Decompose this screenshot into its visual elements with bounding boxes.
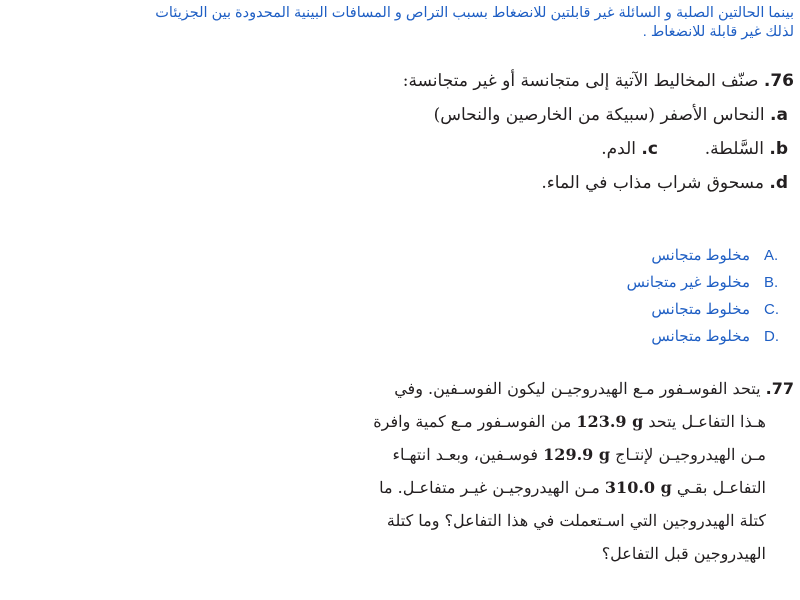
question-77: [274, 372, 794, 570]
answer-letter: A.: [764, 247, 779, 264]
answer-row: [534, 296, 794, 323]
question-number: 77.: [765, 379, 794, 398]
question-number: 76.: [763, 71, 794, 91]
answer-text: مخلوط متجانس: [651, 247, 750, 264]
item-text: الدم.: [601, 139, 637, 159]
question-text: التفاعـل بقـي: [676, 478, 766, 497]
question-prompt: صنّف المخاليط الآتية إلى متجانسة أو غير متجانسة:: [402, 71, 759, 91]
question-77-line-5: كتلة الهيدروجين التي اسـتعملت في هذا التفاعل؟ وما كتلة: [386, 511, 766, 530]
mass-value: 310.0 g: [604, 478, 672, 497]
item-letter: b.: [769, 139, 788, 159]
question-76-item-d: [234, 166, 794, 200]
answer-row: [534, 323, 794, 350]
question-text: مـن الهيدروجيـن لإنتـاج: [615, 445, 766, 464]
answer-letter: B.: [764, 274, 779, 291]
question-76: [234, 64, 794, 200]
question-text: هـذا التفاعـل يتحد: [648, 412, 766, 431]
item-text: النحاس الأصفر (سبيكة من الخارصين والنحاس): [433, 105, 765, 125]
mass-value: 129.9 g: [543, 445, 611, 464]
question-text: يتحد الفوسـفور مـع الهيدروجيـن ليكون الفوسـفين. وفي: [394, 379, 761, 398]
question-77-line-1: [274, 372, 794, 405]
question-77-line-4: [274, 471, 794, 504]
item-text: مسحوق شراب مذاب في الماء.: [541, 173, 764, 193]
question-text: مـن الهيدروجيـن غيـر متفاعـل. ما: [379, 478, 600, 497]
item-letter: d.: [769, 173, 788, 193]
answer-text: مخلوط غير متجانس: [626, 274, 750, 291]
question-text: من الفوسـفور مـع كمية وافرة: [373, 412, 572, 431]
answer-letter: C.: [764, 301, 779, 318]
mass-value: 123.9 g: [576, 412, 644, 431]
question-76-items-b-c: [234, 132, 794, 166]
answer-row: [534, 242, 794, 269]
item-text: السَّلطة.: [704, 139, 764, 159]
answer-text: مخلوط متجانس: [651, 301, 750, 318]
answer-row: [534, 269, 794, 296]
question-77-line-3: [274, 438, 794, 471]
answer-text: مخلوط متجانس: [651, 328, 750, 345]
question-76-item-a: [234, 98, 794, 132]
answer-letter: D.: [764, 328, 779, 345]
question-76-prompt-line: [234, 64, 794, 98]
question-text: فوسـفين، وبعـد انتهـاء: [392, 445, 539, 464]
question-77-line-6: الهيدروجين قبل التفاعل؟: [601, 544, 766, 563]
item-letter: c.: [641, 139, 658, 159]
intro-paragraph: [6, 4, 794, 42]
item-letter: a.: [770, 105, 788, 125]
intro-line-2: لذلك غير قابلة للانضغاط .: [642, 24, 794, 40]
answers-list: [534, 242, 794, 350]
question-77-line-2: [274, 405, 794, 438]
intro-line-1: بينما الحالتين الصلبة و السائلة غير قابلتين للانضغاط بسبب التراص و المسافات البينية المحدودة بين الجزيئات: [155, 5, 794, 21]
